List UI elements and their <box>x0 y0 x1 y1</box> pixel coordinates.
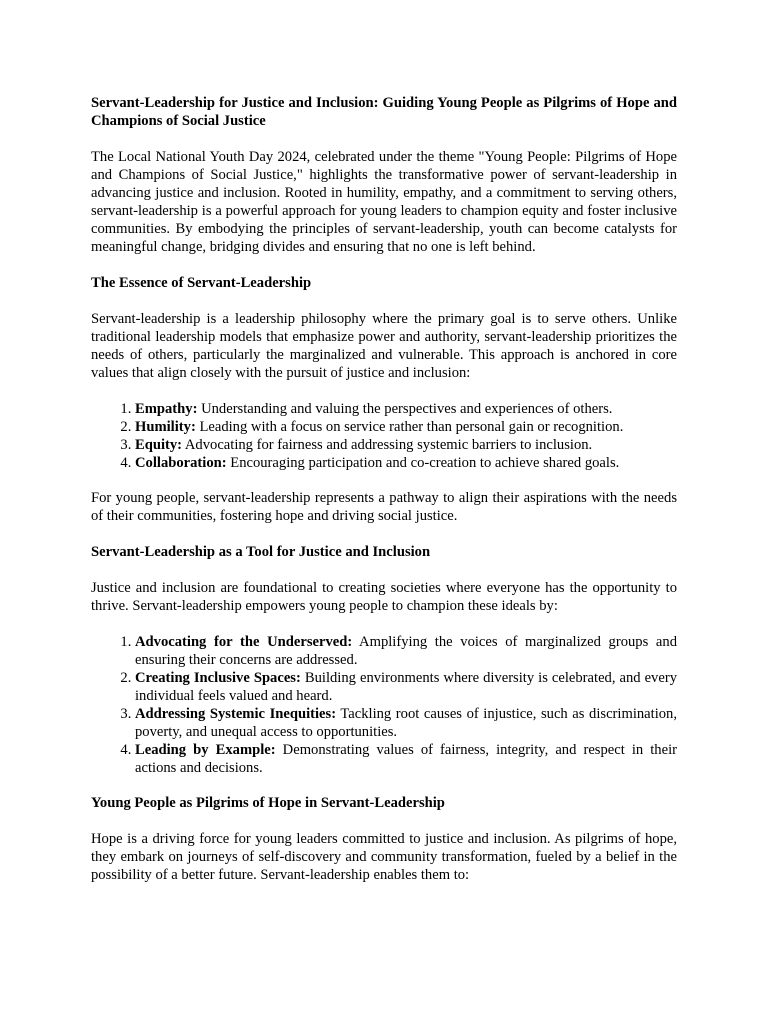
list-item-term: Humility: <box>135 419 196 435</box>
section-closing-essence: For young people, servant-leadership represents a pathway to align their aspirations with the needs of their communities, fostering hope and driving social justice. <box>91 490 677 524</box>
list-item <box>135 418 677 436</box>
list-item-text: Tackling root causes of injustice, such as discrimination, poverty, and unequal access to opportunities. <box>135 706 677 740</box>
section-heading-tool: Servant-Leadership as a Tool for Justice and Inclusion <box>91 544 431 560</box>
list-item-term: Addressing Systemic Inequities: <box>135 706 337 722</box>
list-item-term: Advocating for the Underserved: <box>135 634 353 650</box>
list-item <box>135 669 677 705</box>
list-item-term: Leading by Example: <box>135 742 276 758</box>
core-values-list <box>91 400 677 472</box>
list-item-term: Equity: <box>135 437 183 453</box>
list-item <box>135 454 677 472</box>
intro-paragraph: The Local National Youth Day 2024, celebrated under the theme "Young People: Pilgrims of Hope and Champions of Social Justice," highlights the transformative power of servant-leadership in advancing justice and inclusion. Rooted in humility, empathy, and a commitment to serving others, servant-leadership is a powerful approach for young leaders to champion equity and foster inclusive communities. By embodying the principles of servant-leadership, youth can become catalysts for meaningful change, bridging divides and ensuring that no one is left behind. <box>91 149 677 255</box>
list-item-text: Understanding and valuing the perspectives and experiences of others. <box>197 401 613 417</box>
section-heading-pilgrims: Young People as Pilgrims of Hope in Servant-Leadership <box>91 795 445 811</box>
ideals-list <box>91 633 677 777</box>
section-paragraph-tool: Justice and inclusion are foundational to creating societies where everyone has the opportunity to thrive. Servant-leadership empowers young people to champion these ideals by: <box>91 580 677 614</box>
list-item-text: Encouraging participation and co-creation to achieve shared goals. <box>226 455 620 471</box>
list-item <box>135 705 677 741</box>
list-item-text: Building environments where diversity is celebrated, and every individual feels valued and heard. <box>135 670 677 704</box>
list-item <box>135 400 677 418</box>
document-title: Servant-Leadership for Justice and Inclusion: Guiding Young People as Pilgrims of Hope and Champions of Social Justice <box>91 95 677 129</box>
list-item-text: Amplifying the voices of marginalized groups and ensuring their concerns are addressed. <box>135 634 677 668</box>
section-heading-essence: The Essence of Servant-Leadership <box>91 275 312 291</box>
list-item <box>135 633 677 669</box>
list-item-text: Advocating for fairness and addressing systemic barriers to inclusion. <box>182 437 593 453</box>
list-item-text: Leading with a focus on service rather than personal gain or recognition. <box>195 419 624 435</box>
list-item-text: Demonstrating values of fairness, integrity, and respect in their actions and decisions. <box>135 742 677 776</box>
list-item-term: Empathy: <box>135 401 198 417</box>
list-item-term: Collaboration: <box>135 455 227 471</box>
section-paragraph-pilgrims: Hope is a driving force for young leaders committed to justice and inclusion. As pilgrims of hope, they embark on journeys of self-discovery and community transformation, fueled by a belief in the possibility of a better future. Servant-leadership enables them to: <box>91 831 677 883</box>
list-item-term: Creating Inclusive Spaces: <box>135 670 301 686</box>
section-paragraph-essence: Servant-leadership is a leadership philosophy where the primary goal is to serve others. Unlike traditional leadership models that emphasize power and authority, servant-leadership prioritizes the needs of others, particularly the marginalized and vulnerable. This approach is anchored in core values that align closely with the pursuit of justice and inclusion: <box>91 311 677 381</box>
list-item <box>135 741 677 777</box>
list-item <box>135 436 677 454</box>
